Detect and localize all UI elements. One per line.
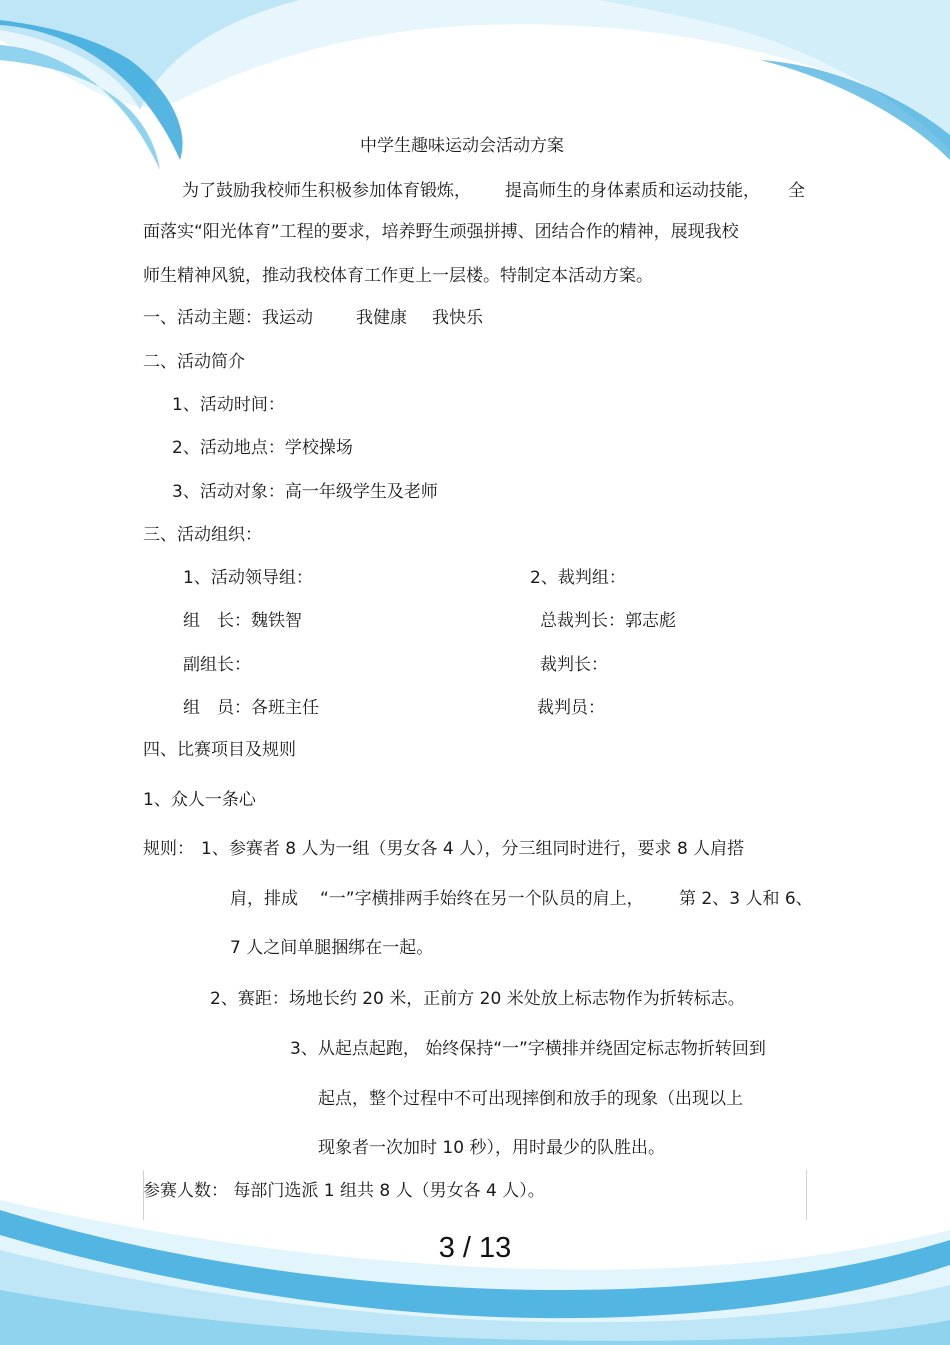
section1-theme: 一、活动主题：我运动 <box>143 308 313 328</box>
intro-line-1c: 全 <box>788 181 805 201</box>
rule-1-line-2b: “一”字横排两手始终在另一个队员的肩上， <box>320 889 644 909</box>
leadership-group-heading: 1、活动领导组： <box>183 568 313 588</box>
table-border-right <box>806 1170 807 1220</box>
rule-3-line-1: 3、从起点起跑， 始终保持“一”字横排并绕固定标志物折转回到 <box>290 1039 766 1059</box>
page-number: 3 / 13 <box>438 1232 512 1264</box>
section2-item: 1、活动时间： <box>172 395 285 415</box>
rule-label: 规则： <box>143 839 194 859</box>
rule-3-line-3: 现象者一次加时 10 秒），用时最少的队胜出。 <box>318 1138 665 1158</box>
intro-line-1a: 为了鼓励我校师生积极参加体育锻炼， <box>182 181 471 201</box>
section2-item: 2、活动地点：学校操场 <box>172 438 353 458</box>
section1-theme-2: 我健康 <box>356 308 407 328</box>
section2-item: 3、活动对象：高一年级学生及老师 <box>172 482 438 502</box>
chief-referee: 总裁判长：郭志彪 <box>540 611 676 631</box>
referee-group-heading: 2、裁判组： <box>530 568 626 588</box>
head-referee: 裁判长： <box>540 655 608 675</box>
group-members: 组 员：各班主任 <box>183 698 319 718</box>
rule-1-line-1: 1、参赛者 8 人为一组（男女各 4 人），分三组同时进行，要求 8 人肩搭 <box>201 839 745 859</box>
rule-1-line-2a: 肩，排成 <box>230 889 298 909</box>
intro-line-3: 师生精神风貌，推动我校体育工作更上一层楼。特制定本活动方案。 <box>143 266 653 286</box>
referees: 裁判员： <box>537 698 605 718</box>
rule-3-line-2: 起点，整个过程中不可出现摔倒和放手的现象（出现以上 <box>318 1089 743 1109</box>
participants-count: 参赛人数： 每部门选派 1 组共 8 人（男女各 4 人）。 <box>143 1181 545 1201</box>
section2-heading: 二、活动简介 <box>143 352 245 372</box>
section4-heading: 四、比赛项目及规则 <box>143 740 296 760</box>
deputy-leader: 副组长： <box>183 655 251 675</box>
intro-line-2: 面落实“阳光体育”工程的要求，培养野生顽强拼搏、团结合作的精神，展现我校 <box>143 222 739 242</box>
section3-heading: 三、活动组织： <box>143 525 262 545</box>
section1-theme-3: 我快乐 <box>432 308 483 328</box>
rule-2: 2、赛距：场地长约 20 米，正前方 20 米处放上标志物作为折转标志。 <box>210 989 745 1009</box>
rule-1-line-3: 7 人之间单腿捆绑在一起。 <box>230 938 434 958</box>
group-leader: 组 长：魏铁智 <box>183 611 302 631</box>
intro-line-1b: 提高师生的身体素质和运动技能， <box>505 181 760 201</box>
rule-1-line-2c: 第 2、3 人和 6、 <box>679 889 813 909</box>
event-1-title: 1、众人一条心 <box>143 790 256 810</box>
document-title: 中学生趣味运动会活动方案 <box>360 136 564 156</box>
